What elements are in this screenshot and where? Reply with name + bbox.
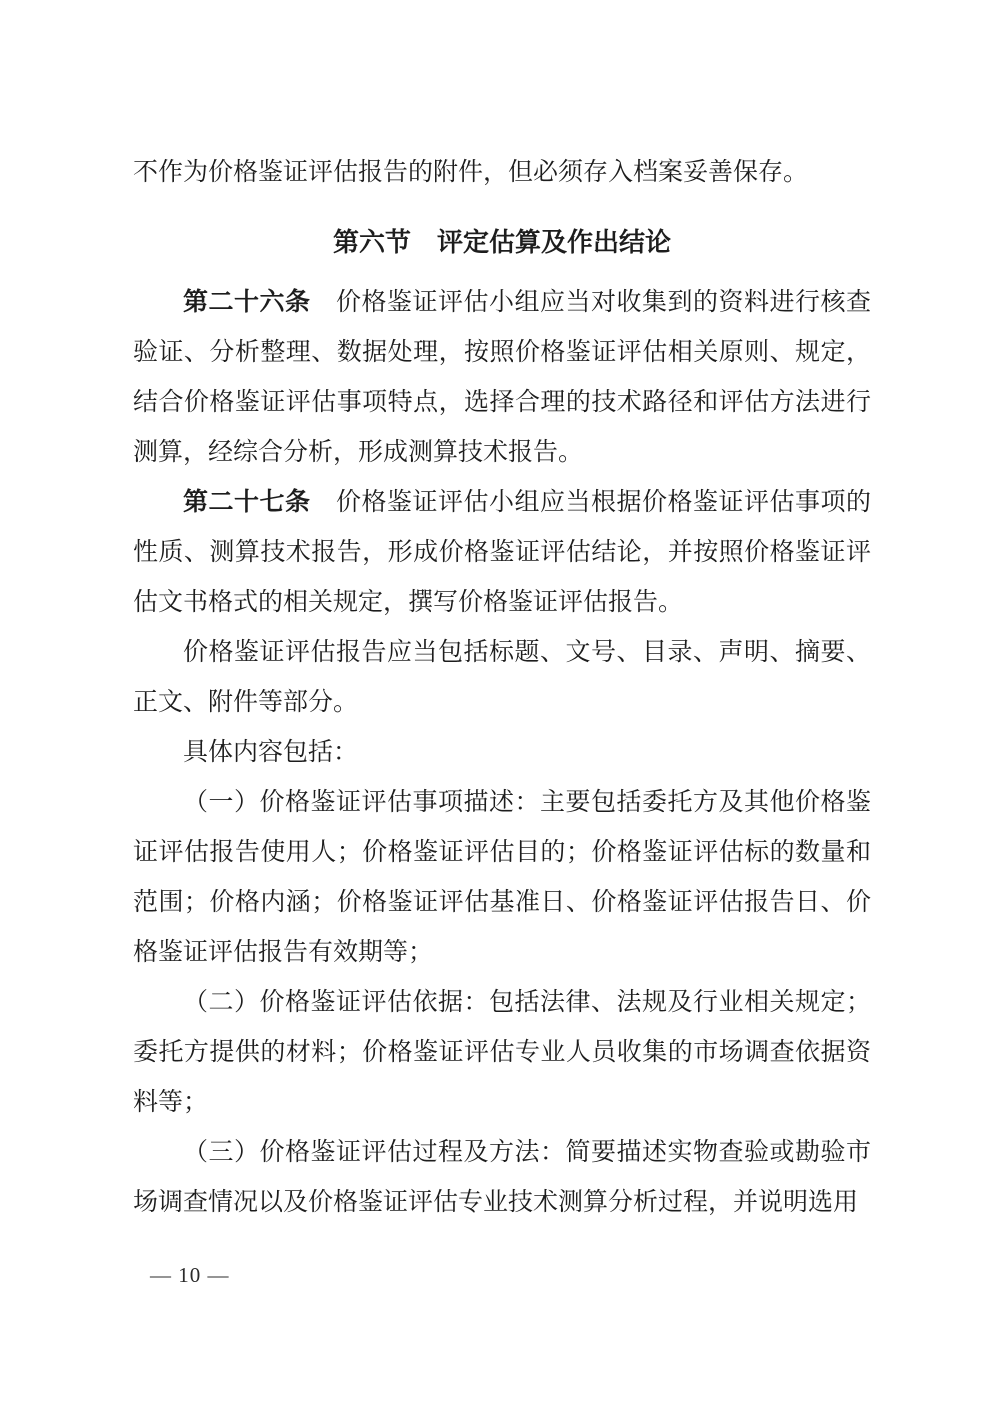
paragraph-text: （三）价格鉴证评估过程及方法：简要描述实物查验或勘验市场调查情况以及价格鉴证评估专业技术测算分析过程，并说明选用: [133, 1139, 871, 1216]
paragraph-continuation: 不作为价格鉴证评估报告的附件，但必须存入档案妥善保存。: [133, 159, 809, 186]
paragraph: [133, 478, 871, 628]
paragraph: [133, 278, 871, 478]
paragraph-text: 价格鉴证评估报告应当包括标题、文号、目录、声明、摘要、正文、附件等部分。: [133, 639, 871, 716]
paragraph: [133, 1128, 871, 1228]
paragraph-text: 价格鉴证评估小组应当根据价格鉴证评估事项的性质、测算技术报告，形成价格鉴证评估结论，并按照价格鉴证评估文书格式的相关规定，撰写价格鉴证评估报告。: [133, 489, 871, 616]
page-number: — 10 —: [150, 1263, 230, 1287]
paragraph-text: 价格鉴证评估小组应当对收集到的资料进行核查验证、分析整理、数据处理，按照价格鉴证评估相关原则、规定，结合价格鉴证评估事项特点，选择合理的技术路径和评估方法进行测算，经综合分析，形成测算技术报告。: [133, 289, 871, 466]
paragraph: [133, 978, 871, 1128]
document-body: [133, 278, 871, 1228]
article-number-label: 第二十六条: [183, 289, 336, 316]
section-heading: 第六节 评定估算及作出结论: [332, 228, 671, 257]
paragraph-text: （一）价格鉴证评估事项描述：主要包括委托方及其他价格鉴证评估报告使用人；价格鉴证评估目的；价格鉴证评估标的数量和范围；价格内涵；价格鉴证评估基准日、价格鉴证评估报告日、价格鉴证评估报告有效期等；: [133, 789, 871, 966]
paragraph-text: （二）价格鉴证评估依据：包括法律、法规及行业相关规定；委托方提供的材料；价格鉴证评估专业人员收集的市场调查依据资料等；: [133, 989, 871, 1116]
paragraph: [133, 728, 871, 778]
paragraph-text: 具体内容包括：: [183, 739, 359, 766]
paragraph: [133, 778, 871, 978]
paragraph: [133, 628, 871, 728]
article-number-label: 第二十七条: [183, 489, 336, 516]
